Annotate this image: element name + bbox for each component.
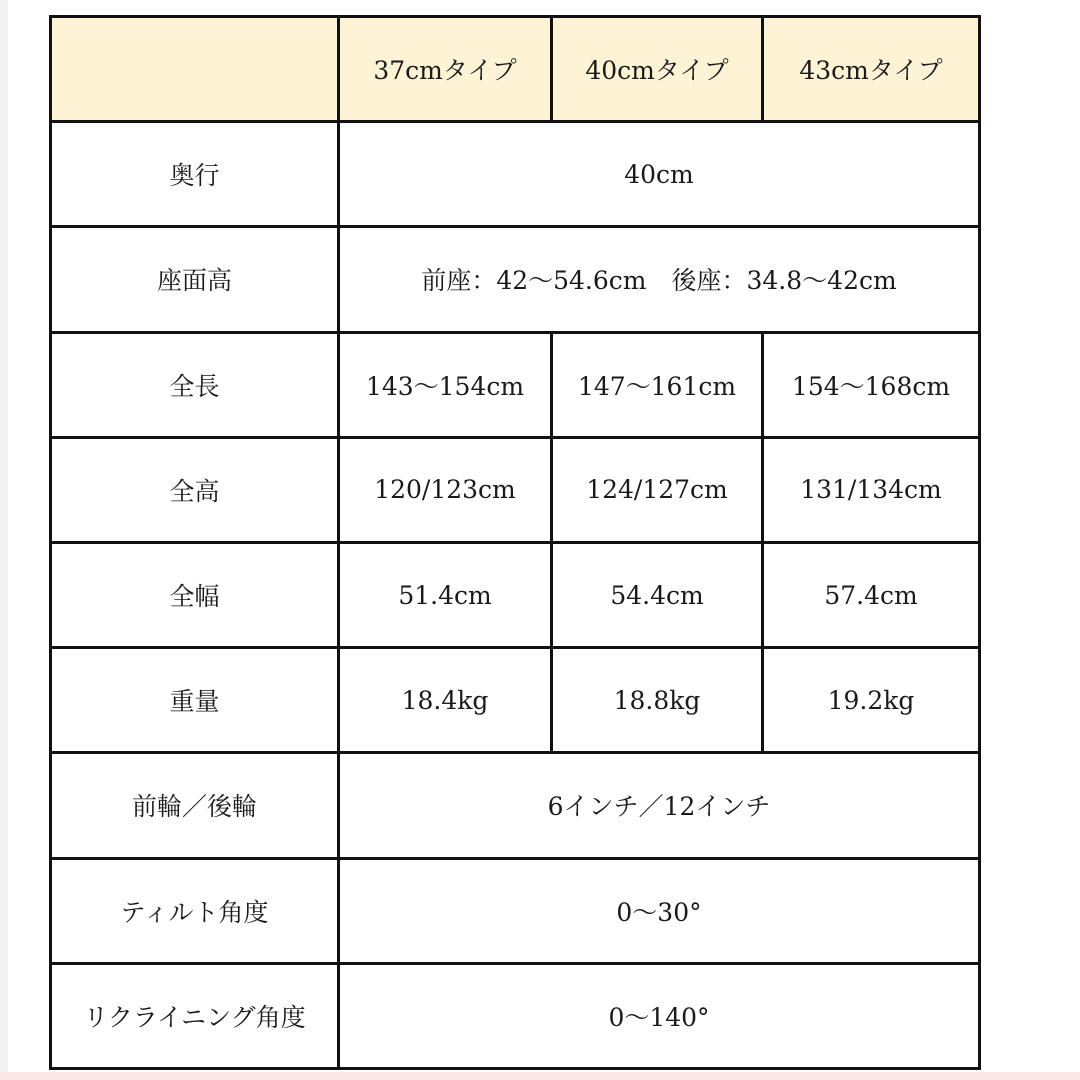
cell-length-37: 143〜154cm xyxy=(339,332,552,437)
table-row xyxy=(51,122,980,227)
row-label-seat-height: 座面高 xyxy=(51,227,339,332)
cell-height-40: 124/127cm xyxy=(552,437,763,542)
table-header-row xyxy=(51,17,980,122)
cell-weight-40: 18.8kg xyxy=(552,648,763,753)
cell-height-43: 131/134cm xyxy=(763,437,980,542)
table-row xyxy=(51,963,980,1068)
table-row xyxy=(51,858,980,963)
cell-height-37: 120/123cm xyxy=(339,437,552,542)
cell-width-43: 57.4cm xyxy=(763,542,980,647)
cell-width-37: 51.4cm xyxy=(339,542,552,647)
header-corner-cell xyxy=(51,17,339,122)
spec-table xyxy=(49,15,981,1070)
cell-seat-height: 前座：42〜54.6cm 後座：34.8〜42cm xyxy=(339,227,980,332)
cell-weight-43: 19.2kg xyxy=(763,648,980,753)
table-row xyxy=(51,227,980,332)
row-label-total-length: 全長 xyxy=(51,332,339,437)
cell-wheels: 6インチ／12インチ xyxy=(339,753,980,858)
cell-reclining-angle: 0〜140° xyxy=(339,963,980,1068)
row-label-tilt-angle: ティルト角度 xyxy=(51,858,339,963)
cell-weight-37: 18.4kg xyxy=(339,648,552,753)
bottom-edge-strip xyxy=(0,1072,1080,1080)
row-label-depth: 奥行 xyxy=(51,122,339,227)
row-label-weight: 重量 xyxy=(51,648,339,753)
row-label-wheels: 前輪／後輪 xyxy=(51,753,339,858)
row-label-total-height: 全高 xyxy=(51,437,339,542)
header-37cm-type: 37cmタイプ xyxy=(339,17,552,122)
table-row xyxy=(51,332,980,437)
table-row xyxy=(51,648,980,753)
row-label-reclining-angle: リクライニング角度 xyxy=(51,963,339,1068)
cell-depth: 40cm xyxy=(339,122,980,227)
header-43cm-type: 43cmタイプ xyxy=(763,17,980,122)
cell-length-40: 147〜161cm xyxy=(552,332,763,437)
row-label-total-width: 全幅 xyxy=(51,542,339,647)
left-edge-strip xyxy=(0,0,8,1080)
cell-length-43: 154〜168cm xyxy=(763,332,980,437)
table-row xyxy=(51,437,980,542)
cell-tilt-angle: 0〜30° xyxy=(339,858,980,963)
table-row xyxy=(51,753,980,858)
table-row xyxy=(51,542,980,647)
header-40cm-type: 40cmタイプ xyxy=(552,17,763,122)
cell-width-40: 54.4cm xyxy=(552,542,763,647)
